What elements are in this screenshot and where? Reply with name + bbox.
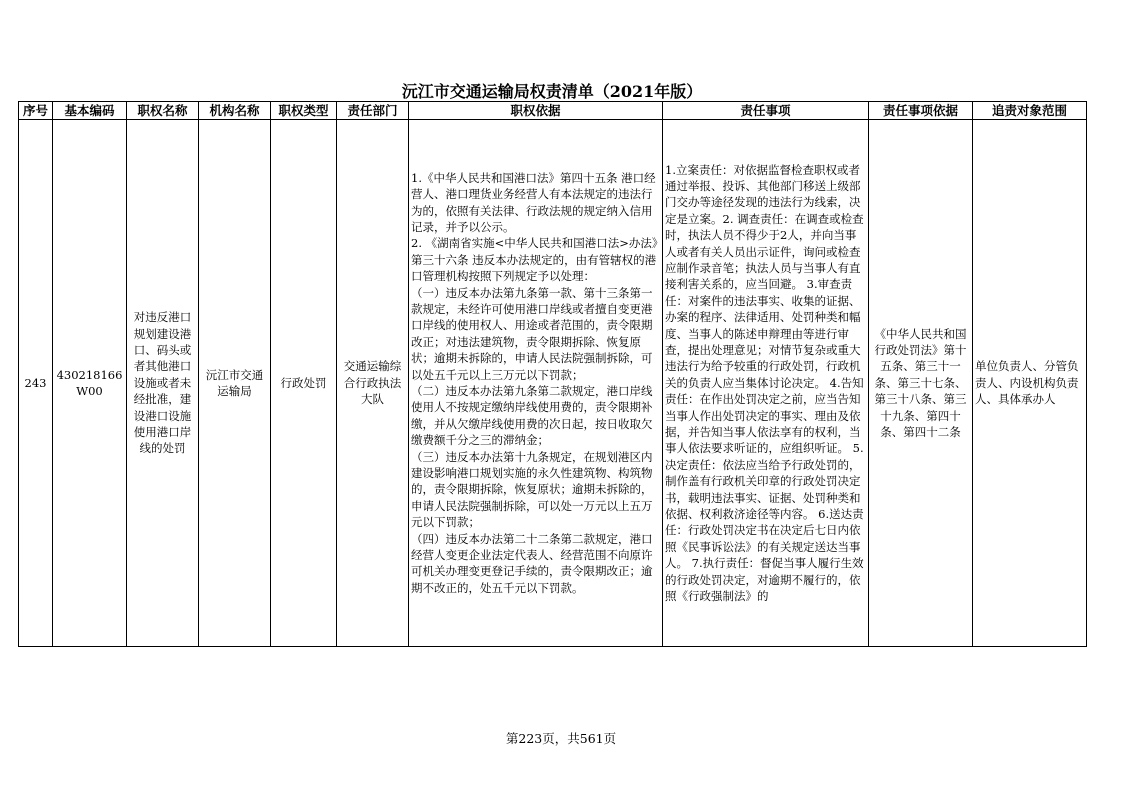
table-row bbox=[19, 120, 1087, 647]
basis-paragraph: 1.《中华人民共和国港口法》第四十五条 港口经营人、港口理货业务经营人有本法规定的违法行为的，依照有关法律、行政法规的规定纳入信用记录，并予以公示。 bbox=[411, 170, 656, 234]
header-accountability: 追责对象范围 bbox=[973, 102, 1087, 120]
cell-power-name: 对违反港口规划建设港口、码头或者其他港口设施或者未经批准，建设港口设施使用港口岸线的处罚 bbox=[127, 120, 199, 647]
header-department: 责任部门 bbox=[337, 102, 409, 120]
table-header-row bbox=[19, 102, 1087, 120]
cell-duty-basis: 《中华人民共和国行政处罚法》第十五条、第三十一条、第三十七条、第三十八条、第三十九条、第四十条、第四十二条 bbox=[869, 120, 973, 647]
header-duty-basis: 责任事项依据 bbox=[869, 102, 973, 120]
header-duty: 责任事项 bbox=[663, 102, 869, 120]
basis-paragraph: 2. 《湖南省实施<中华人民共和国港口法>办法》第三十六条 违反本办法规定的，由有管辖权的港口管理机构按照下列规定予以处理： bbox=[411, 236, 658, 284]
header-agency: 机构名称 bbox=[199, 102, 271, 120]
cell-seq: 243 bbox=[19, 120, 53, 647]
cell-duty: 1.立案责任：对依据监督检查职权或者通过举报、投诉、其他部门移送上级部门交办等途径发现的违法行为线索，决定是立案。2. 调查责任：在调查或检查时，执法人员不得少于2人，并向当事人或者有关人员出示证件，询问或检查应制作录音笔；执法人员与当事人有直接利害关系的，应当回避。 3.审查责任：对案件的违法事实、收集的证据、办案的程序、法律适用、处罚种类和幅度、当事人的陈述申辩理由等进行审查，提出处理意见；对情节复杂或重大违法行为给予较重的行政处罚，行政机关的负责人应当集体讨论决定。 4.告知责任：在作出处罚决定之前，应当告知当事人作出处罚决定的事实、理由及依据，并告知当事人依法享有的权利，当事人依法要求听证的，应组织听证。 5.决定责任：依法应当给予行政处罚的，制作盖有行政机关印章的行政处罚决定书，载明违法事实、证据、处罚种类和依据、权利救济途径等内容。 6.送达责任：行政处罚决定书在决定后七日内依照《民事诉讼法》的有关规定送达当事人。 7.执行责任：督促当事人履行生效的行政处罚决定，对逾期不履行的，依照《行政强制法》的 bbox=[663, 120, 869, 647]
responsibility-table bbox=[18, 101, 1087, 647]
cell-code: 430218166W00 bbox=[53, 120, 127, 647]
page-number: 第223页，共561页 bbox=[505, 731, 617, 746]
basis-paragraph: （一）违反本办法第九条第一款、第十三条第一款规定，未经许可使用港口岸线或者擅自变更港口岸线的使用权人、用途或者范围的，责令限期改正；对违法建筑物，责令限期拆除、恢复原状；逾期未拆除的，申请人民法院强制拆除，可以处五千元以上三万元以下罚款； bbox=[411, 285, 653, 382]
cell-accountability: 单位负责人、分管负责人、内设机构负责人、具体承办人 bbox=[973, 120, 1087, 647]
basis-paragraph: （四）违反本办法第二十二条第二款规定，港口经营人变更企业法定代表人、经营范围不向原许可机关办理变更登记手续的，责令限期改正；逾期不改正的，处五千元以下罚款。 bbox=[411, 531, 653, 595]
page-title: 沅江市交通运输局权责清单（2021年版） bbox=[401, 82, 703, 101]
header-power-type: 职权类型 bbox=[271, 102, 337, 120]
basis-paragraph: （三）违反本办法第十九条规定，在规划港区内建设影响港口规划实施的永久性建筑物、构筑物的，责令限期拆除，恢复原状；逾期未拆除的，申请人民法院强制拆除，可以处一万元以上五万元以下罚款； bbox=[411, 449, 653, 530]
cell-agency: 沅江市交通运输局 bbox=[199, 120, 271, 647]
header-power-name: 职权名称 bbox=[127, 102, 199, 120]
header-basis: 职权依据 bbox=[409, 102, 663, 120]
cell-department: 交通运输综合行政执法大队 bbox=[337, 120, 409, 647]
header-seq: 序号 bbox=[19, 102, 53, 120]
cell-basis bbox=[409, 120, 663, 647]
header-code: 基本编码 bbox=[53, 102, 127, 120]
cell-power-type: 行政处罚 bbox=[271, 120, 337, 647]
basis-paragraph: （二）违反本办法第九条第二款规定，港口岸线使用人不按规定缴纳岸线使用费的，责令限期补缴，并从欠缴岸线使用费的次日起，按日收取欠缴费额千分之三的滞纳金； bbox=[411, 384, 653, 448]
